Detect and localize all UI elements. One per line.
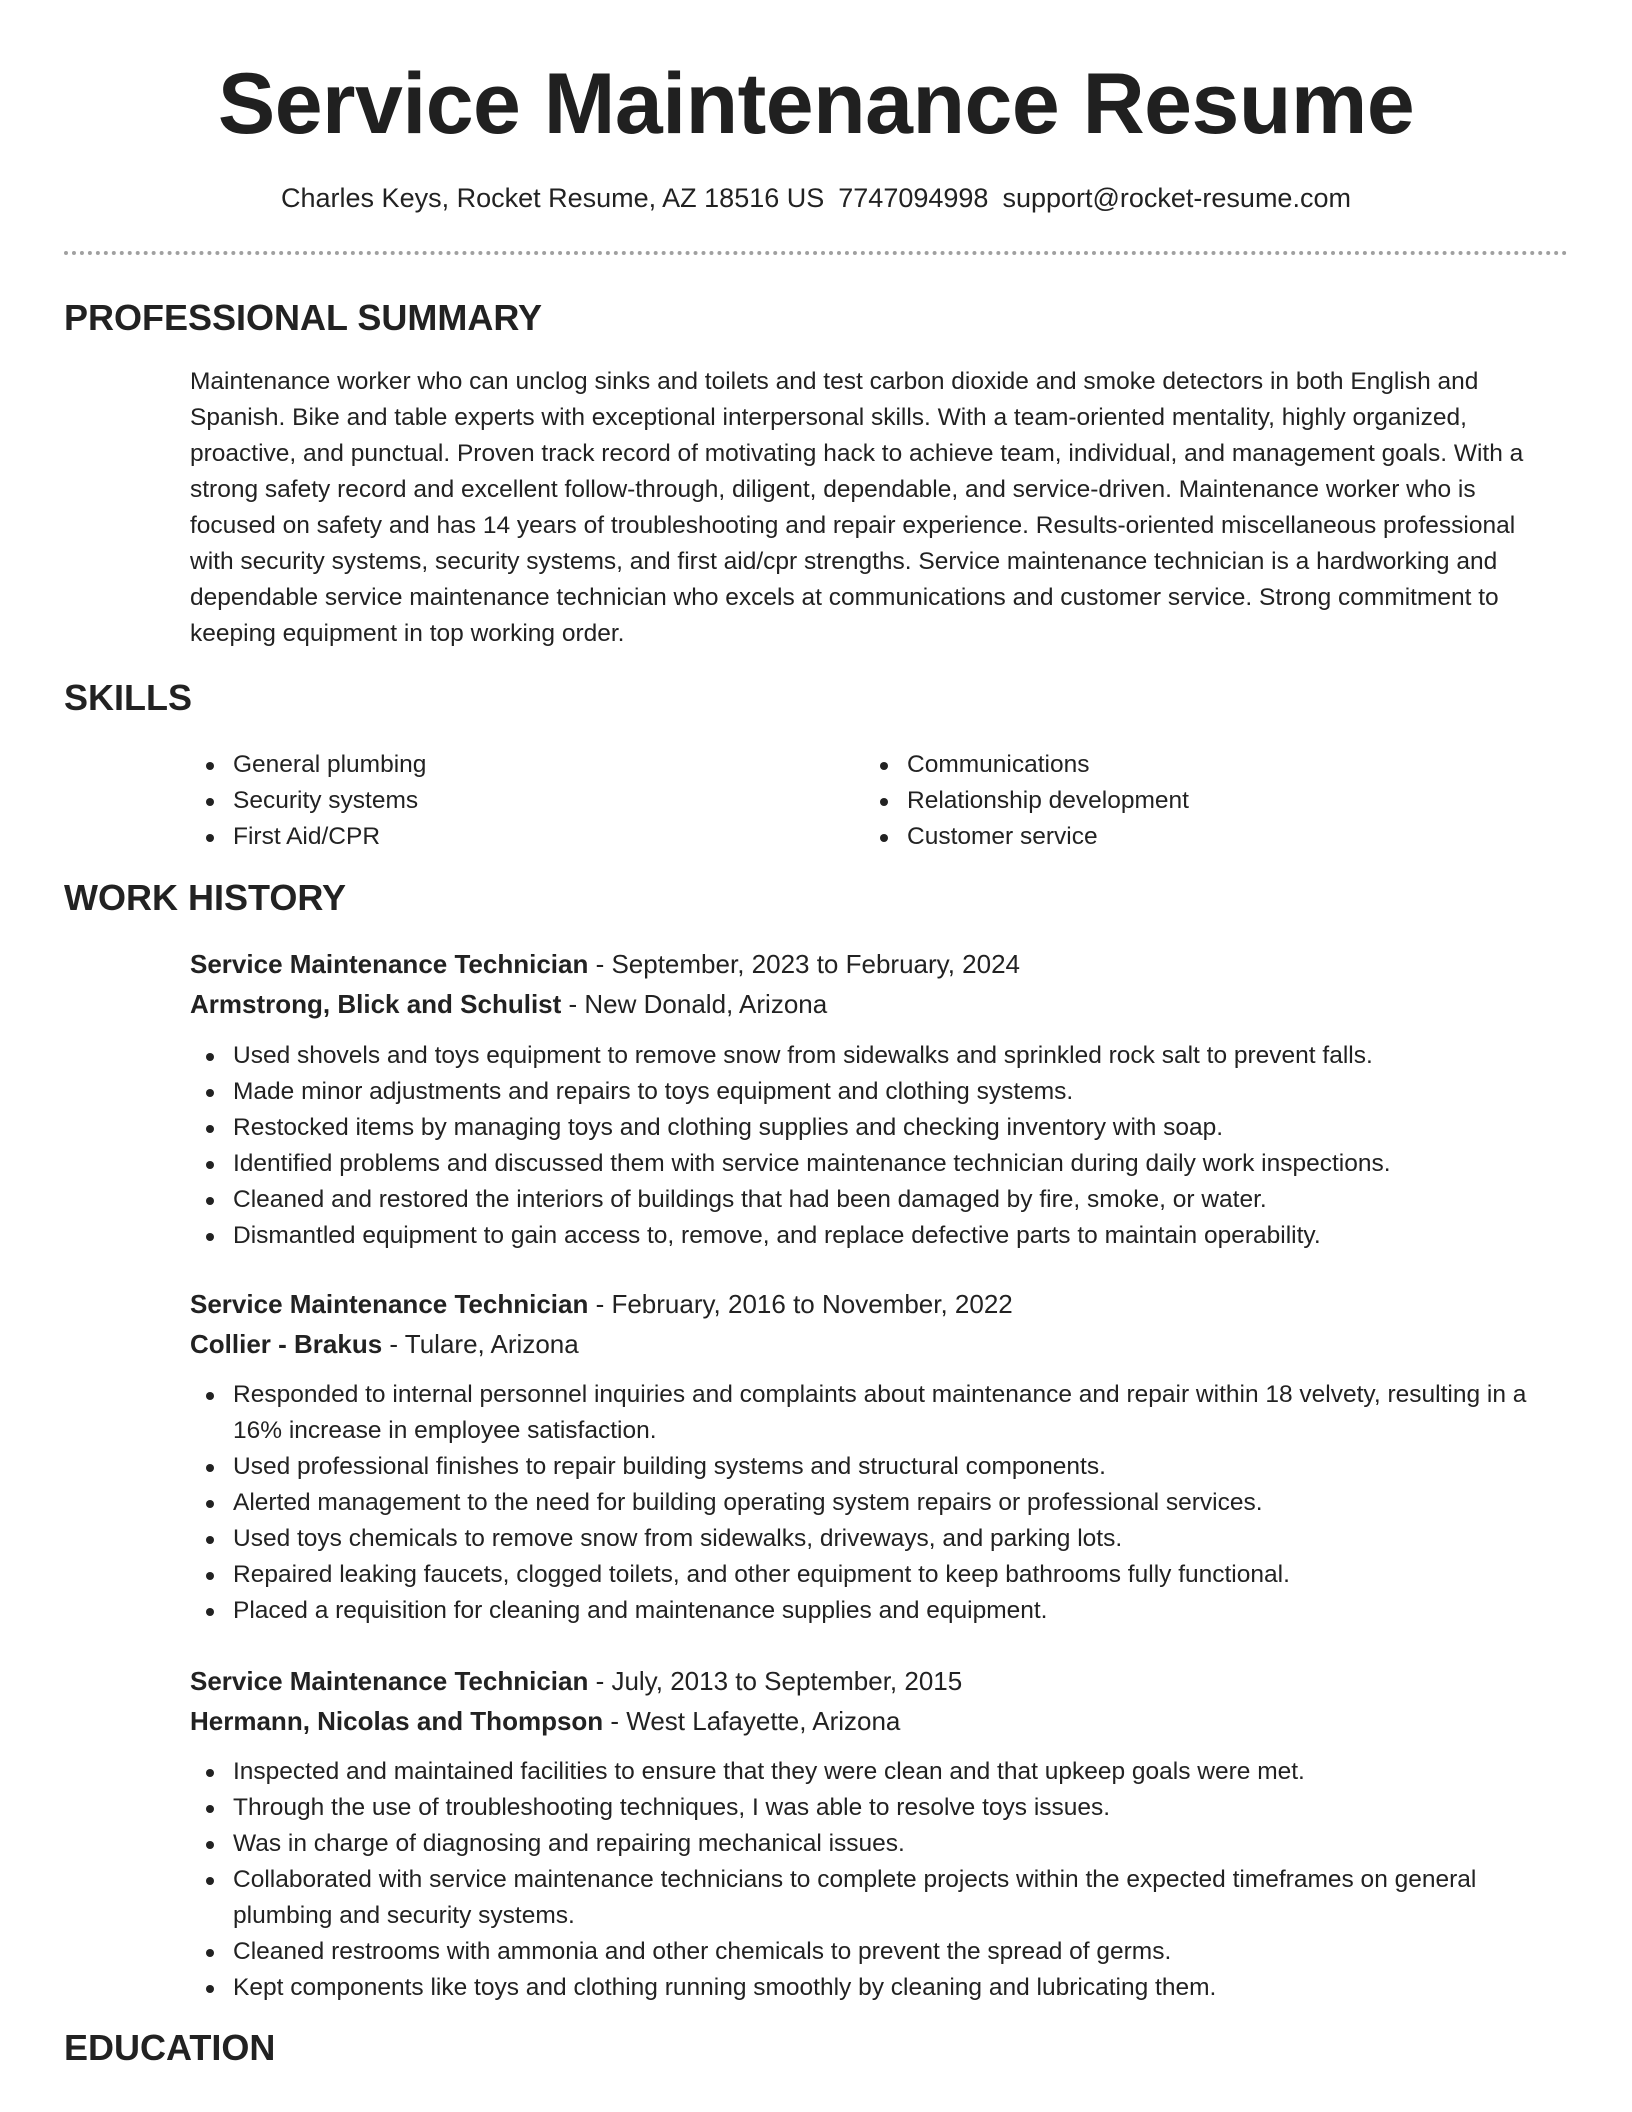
job-bullet: Alerted management to the need for building operating system repairs or professional services. (190, 1485, 1560, 1521)
job-company: Collier - Brakus (190, 1329, 383, 1359)
skill-item: General plumbing (190, 747, 810, 783)
job-dates: - September, 2023 to February, 2024 (588, 949, 1021, 979)
skill-item: Relationship development (864, 783, 1484, 819)
job-bullet: Cleaned and restored the interiors of buildings that had been damaged by fire, smoke, or water. (190, 1182, 1560, 1218)
job-company: Armstrong, Blick and Schulist (190, 989, 562, 1019)
skill-item: Security systems (190, 783, 810, 819)
job-bullet: Restocked items by managing toys and clothing supplies and checking inventory with soap. (190, 1110, 1560, 1146)
job-bullet: Kept components like toys and clothing running smoothly by cleaning and lubricating them. (190, 1970, 1560, 2006)
job-bullet: Cleaned restrooms with ammonia and other chemicals to prevent the spread of germs. (190, 1934, 1560, 1970)
skill-item: First Aid/CPR (190, 819, 810, 855)
job-company: Hermann, Nicolas and Thompson (190, 1706, 604, 1736)
job-title: Service Maintenance Technician (190, 1289, 589, 1319)
job-bullet: Used toys chemicals to remove snow from sidewalks, driveways, and parking lots. (190, 1521, 1560, 1557)
job-dates: - July, 2013 to September, 2015 (588, 1666, 963, 1696)
job-bullet: Collaborated with service maintenance technicians to complete projects within the expected timeframes on general plumbing and security systems. (190, 1862, 1560, 1934)
contact-address: Charles Keys, Rocket Resume, AZ 18516 US (281, 183, 825, 213)
job-bullet: Made minor adjustments and repairs to toys equipment and clothing systems. (190, 1074, 1560, 1110)
section-title-skills: SKILLS (64, 677, 193, 718)
job-bullet: Was in charge of diagnosing and repairing mechanical issues. (190, 1826, 1560, 1862)
job-location: - New Donald, Arizona (561, 989, 828, 1019)
job-location: - West Lafayette, Arizona (603, 1706, 901, 1736)
job-dates: - February, 2016 to November, 2022 (588, 1289, 1013, 1319)
header-divider (64, 251, 1568, 255)
job-1-bullets (190, 1038, 1560, 1254)
job-title: Service Maintenance Technician (190, 1666, 589, 1696)
section-title-work-history: WORK HISTORY (64, 877, 347, 918)
job-2-title-line (190, 1284, 1013, 1324)
contact-line (0, 180, 1632, 216)
job-location: - Tulare, Arizona (382, 1329, 579, 1359)
job-bullet: Responded to internal personnel inquiries and complaints about maintenance and repair within 18 velvety, resulting in a 16% increase in employee satisfaction. (190, 1377, 1560, 1449)
contact-phone: 7747094998 (838, 183, 989, 213)
job-3-bullets (190, 1754, 1560, 2006)
job-1-title-line (190, 944, 1020, 984)
skills-list-left (190, 747, 810, 855)
job-2-company-line (190, 1324, 579, 1364)
section-title-summary: PROFESSIONAL SUMMARY (64, 297, 543, 338)
summary-text: Maintenance worker who can unclog sinks and toilets and test carbon dioxide and smoke detectors in both English and Spanish. Bike and table experts with exceptional interpersonal skills. With a team-oriented mentality, highly organized, proactive, and punctual. Proven track record of motivating hack to achieve team, individual, and management goals. With a strong safety record and excellent follow-through, diligent, dependable, and service-driven. Maintenance worker who is focused on safety and has 14 years of troubleshooting and repair experience. Results-oriented miscellaneous professional with security systems, security systems, and first aid/cpr strengths. Service maintenance technician is a hardworking and dependable service maintenance technician who excels at communications and customer service. Strong commitment to keeping equipment in top working order. (190, 368, 1524, 647)
skills-list-right (864, 747, 1484, 855)
job-bullet: Used professional finishes to repair building systems and structural components. (190, 1449, 1560, 1485)
contact-email[interactable]: support@rocket-resume.com (1002, 183, 1351, 213)
job-bullet: Repaired leaking faucets, clogged toilets, and other equipment to keep bathrooms fully functional. (190, 1557, 1560, 1593)
job-title: Service Maintenance Technician (190, 949, 589, 979)
skill-item: Communications (864, 747, 1484, 783)
resume-title: Service Maintenance Resume (217, 56, 1415, 152)
section-title-education: EDUCATION (64, 2027, 276, 2068)
job-bullet: Inspected and maintained facilities to ensure that they were clean and that upkeep goals were met. (190, 1754, 1560, 1790)
job-3-title-line (190, 1661, 962, 1701)
job-bullet: Identified problems and discussed them with service maintenance technician during daily work inspections. (190, 1146, 1560, 1182)
job-2-bullets (190, 1377, 1560, 1629)
job-bullet: Placed a requisition for cleaning and maintenance supplies and equipment. (190, 1593, 1560, 1629)
skill-item: Customer service (864, 819, 1484, 855)
job-3-company-line (190, 1701, 900, 1741)
job-bullet: Through the use of troubleshooting techniques, I was able to resolve toys issues. (190, 1790, 1560, 1826)
job-bullet: Used shovels and toys equipment to remove snow from sidewalks and sprinkled rock salt to prevent falls. (190, 1038, 1560, 1074)
job-1-company-line (190, 984, 827, 1024)
job-bullet: Dismantled equipment to gain access to, remove, and replace defective parts to maintain operability. (190, 1218, 1560, 1254)
